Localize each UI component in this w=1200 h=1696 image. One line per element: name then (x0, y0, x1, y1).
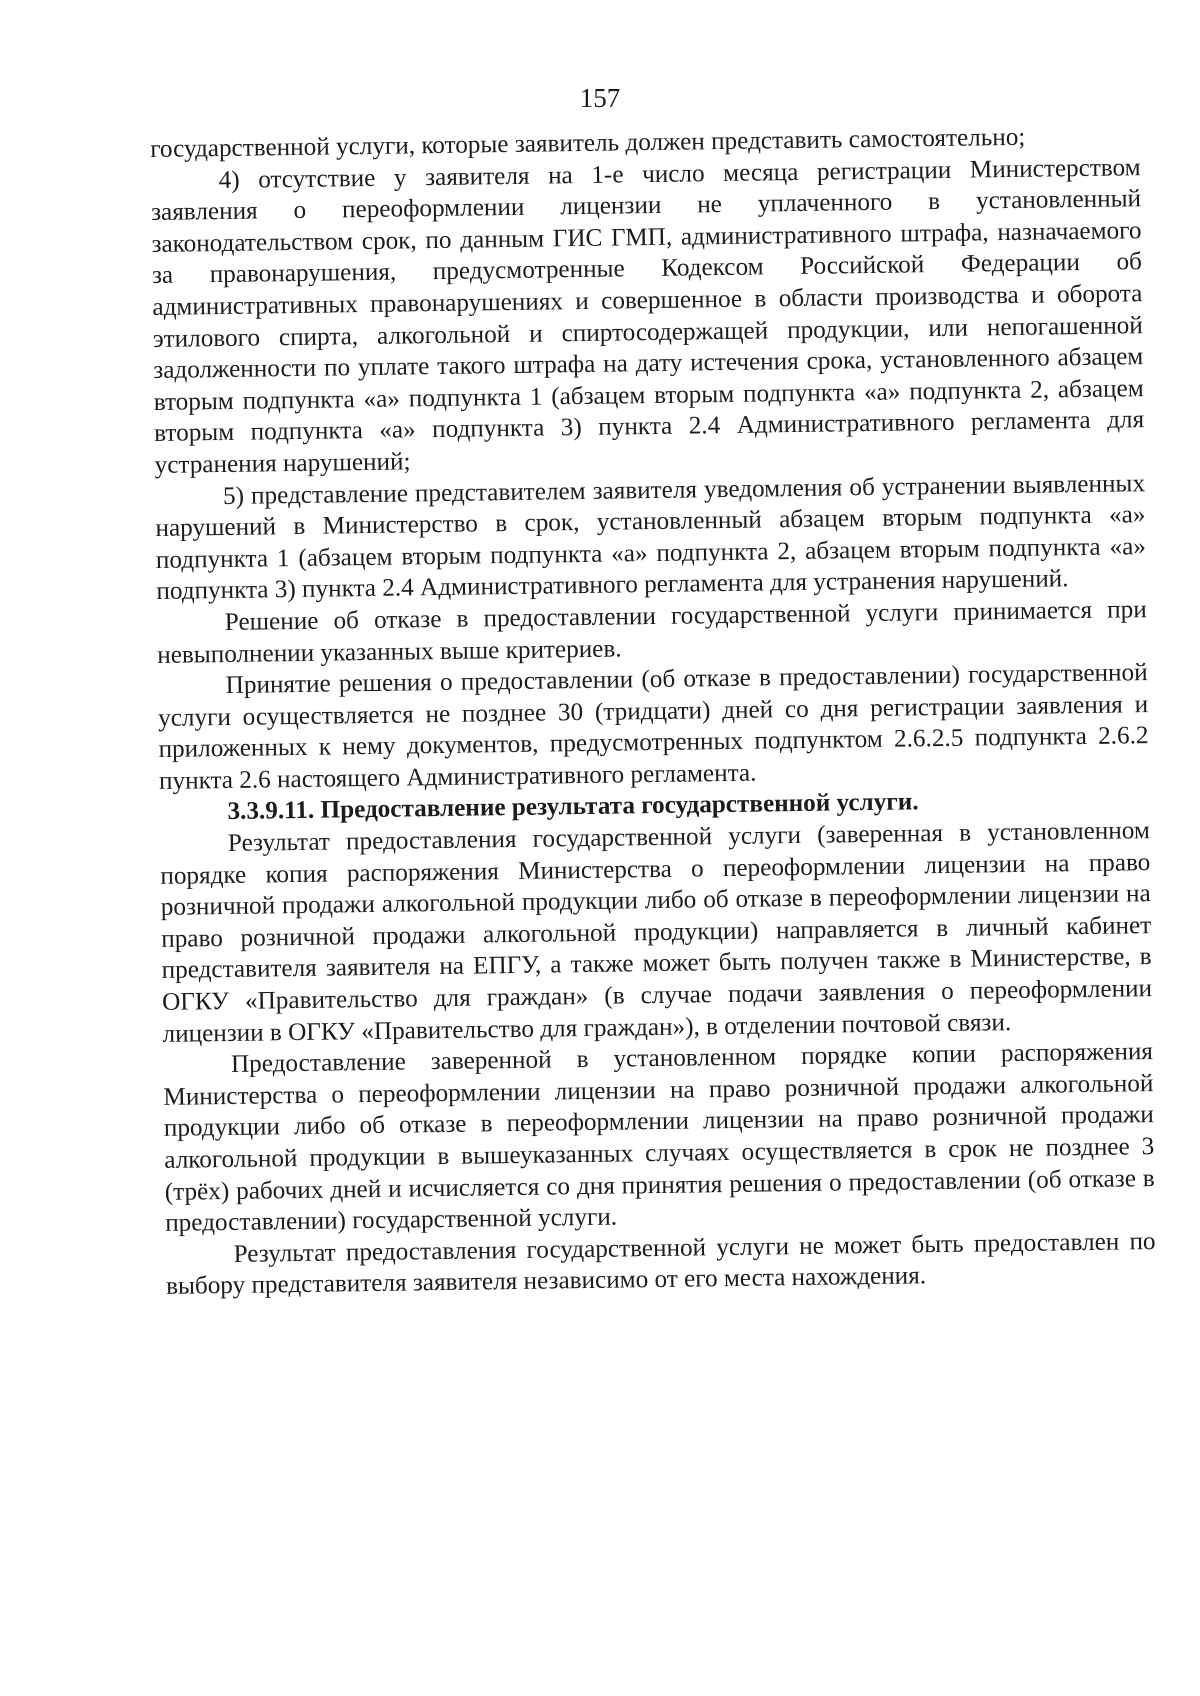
paragraph-continuation: государственной услуги, которые заявитель должен представить самостоятельно; (150, 123, 1026, 163)
paragraph-result-location: Результат предоставления государственной услуги не может быть предоставлен по выбору представителя заявителя независимо от его места нахождения. (165, 1227, 1156, 1301)
paragraph-service-result: Результат предоставления государственной услуги (заверенная в установленном порядке копия распоряжения Министерства о переоформлении лицензии на право розничной продажи алкогольной продукции либо об отказе в переоформлении лицензии на право розничной продажи алкогольной продукции) направляется в личный кабинет представителя заявителя на ЕПГУ, а также может быть получен также в Министерстве, в ОГКУ «Правительство для граждан» (в случае подачи заявления о переоформлении лицензии в ОГКУ «Правительство для граждан»), в отделении почтовой связи. (160, 817, 1153, 1048)
paragraph-copy-provision: Предоставление заверенной в установленном порядке копии распоряжения Министерства о переоформлении лицензии на право розничной продажи алкогольной продукции либо об отказе в переоформлении лицензии на право розничной продажи алкогольной продукции в вышеуказанных случаях осуществляется в срок не позднее 3 (трёх) рабочих дней и исчисляется со дня принятия решения о предоставлении (об отказе в предоставлении) государственной услуги. (163, 1038, 1155, 1238)
paragraph-item-5: 5) представление представителем заявителя уведомления об устранении выявленных нарушений в Министерство в срок, установленный абзацем вторым подпункта «а» подпункта 1 (абзацем вторым подпункта «а» подпункта 2, абзацем вторым подпункта «а» подпункта 3) пункта 2.4 Административного регламента для устранения нарушений. (155, 469, 1147, 606)
section-heading: 3.3.9.11. Предоставление результата государственной услуги. (227, 788, 919, 826)
paragraph-decision-deadline: Принятие решения о предоставлении (об отказе в предоставлении) государственной услуги осуществляется не позднее 30 (тридцати) дней со дня регистрации заявления и приложенных к нему документов, предусмотренных подпунктом 2.6.2.5 подпункта 2.6.2 пункта 2.6 настоящего Административного регламента. (157, 659, 1149, 795)
document-body (150, 120, 1156, 1303)
paragraph-item-4: 4) отсутствие у заявителя на 1-е число месяца регистрации Министерством заявления о переоформлении лицензии не уплаченного в установленный законодательством срок, по данным ГИС ГМП, административного штрафа, назначаемого за правонарушения, предусмотренные Кодексом Российской Федерации об административных правонарушениях и совершенное в области производства и оборота этилового спирта, алкогольной и спиртосодержащей продукции, или непогашенной задолженности по уплате такого штрафа на дату истечения срока, установленного абзацем вторым подпункта «а» подпункта 1 (абзацем вторым подпункта «а» подпункта 2, абзацем вторым подпункта «а» подпункта 3) пункта 2.4 Административного регламента для устранения нарушений; (150, 153, 1145, 479)
paragraph-refusal-decision: Решение об отказе в предоставлении государственной услуги принимается при невыполнении указанных выше критериев. (157, 596, 1147, 669)
page-number: 157 (579, 83, 621, 113)
